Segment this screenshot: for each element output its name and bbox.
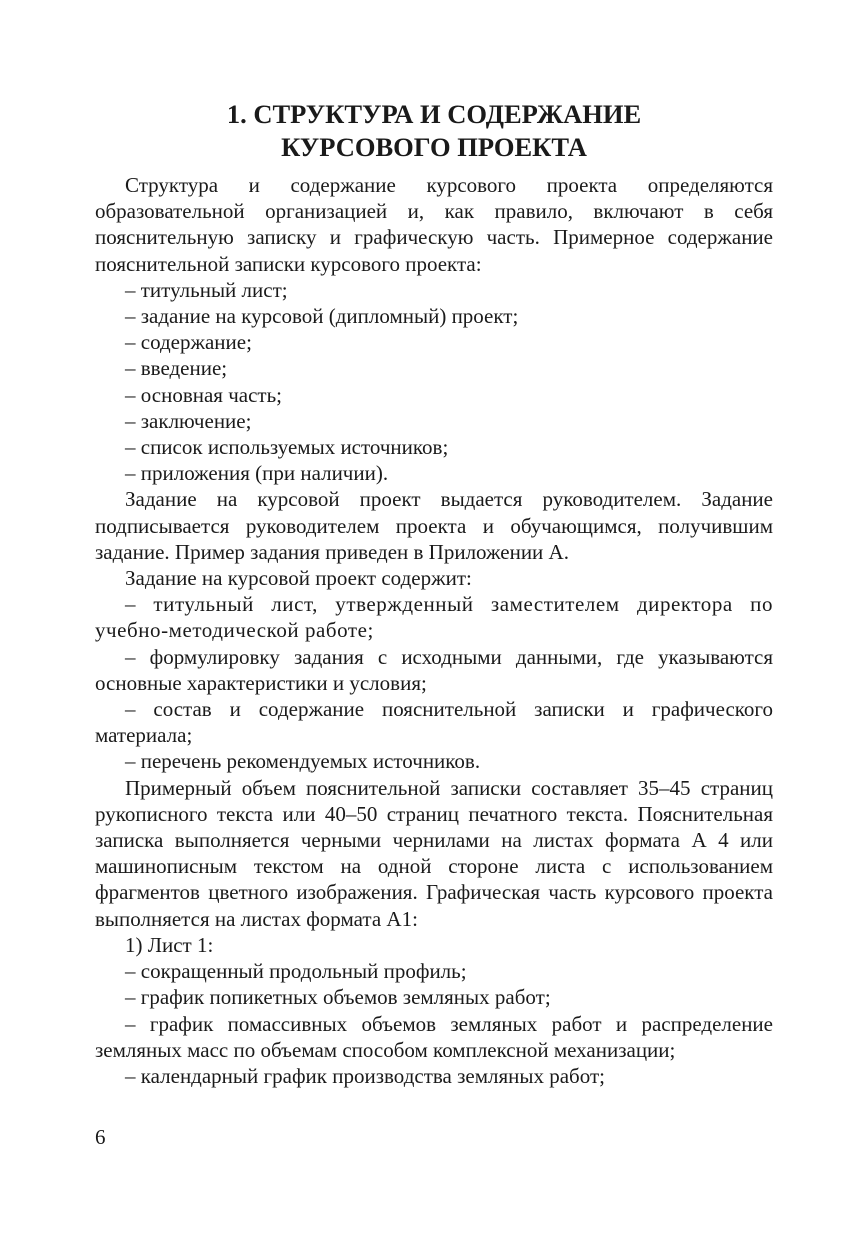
paragraph-composition: – состав и содержание пояснительной записки и графического материала; [95,697,773,748]
paragraph-intro: Структура и содержание курсового проекта определяются образовательной организацией и, как правило, включают в себя пояснительную записку и графическую часть. Примерное содержание пояснительной записки курсового проекта: [95,173,773,276]
section-heading-line-2: КУРСОВОГО ПРОЕКТА [281,132,587,162]
list-item: – содержание; [125,330,252,355]
list-item: – введение; [125,356,228,381]
paragraph-title-sheet: – титульный лист, утвержденный заместителем директора по учебно-методической работе; [95,592,773,643]
list-item: – сокращенный продольный профиль; [125,959,467,984]
page-number: 6 [95,1125,106,1149]
page [95,98,773,1089]
list-item: – календарный график производства земляных работ; [125,1063,605,1088]
paragraph-formulation: – формулировку задания с исходными данными, где указываются основные характеристики и условия; [95,644,773,695]
paragraph-assignment-contents: Задание на курсовой проект содержит: [125,566,472,591]
list-item: – задание на курсовой (дипломный) проект; [125,304,519,329]
list-item: – заключение; [125,408,252,433]
paragraph-volume: Примерный объем пояснительной записки составляет 35–45 страниц рукописного текста или 40–50 страниц печатного текста. Пояснительная записка выполняется черными чернилами на листах формата А 4 или машинописным текстом на одной стороне листа с использованием фрагментов цветного изображения. Графическая часть курсового проекта выполняется на листах формата А1: [95,775,773,931]
list-item: – титульный лист; [125,277,288,302]
section-heading-line-1: 1. СТРУКТУРА И СОДЕРЖАНИЕ [226,99,642,129]
paragraph-assignment: Задание на курсовой проект выдается руководителем. Задание подписывается руководителем проекта и обучающимся, получившим задание. Пример задания приведен в Приложении А. [95,487,773,564]
list-item: 1) Лист 1: [125,932,214,957]
list-item: – график попикетных объемов земляных работ; [125,985,551,1010]
section-heading [95,98,773,164]
list-item: – основная часть; [125,382,283,407]
list-item: – список используемых источников; [125,435,449,460]
paragraph-mass-distribution: – график помассивных объемов земляных работ и распределение земляных масс по объемам способом комплексной механизации; [95,1011,773,1062]
paragraph-sources: – перечень рекомендуемых источников. [125,749,481,774]
body-text [95,172,773,1089]
list-item: – приложения (при наличии). [125,461,389,486]
